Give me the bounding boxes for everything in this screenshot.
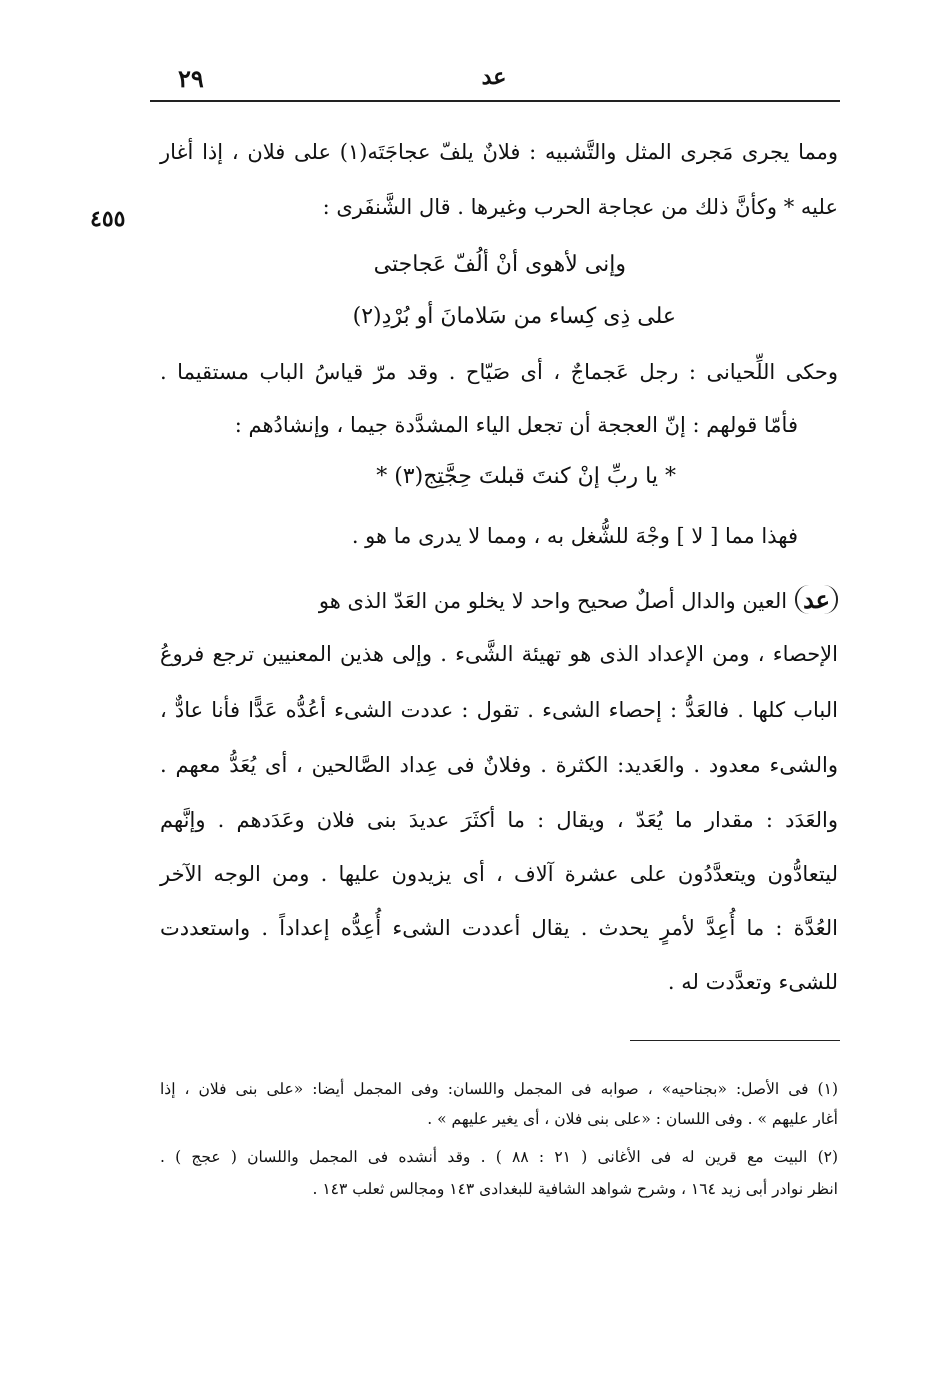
entry-line: للشىء وتعدَّدت له .: [667, 970, 838, 994]
header-rule: [150, 100, 840, 102]
verse-line: * يا ربِّ إنْ كنتَ قبلتَ حِجَّتِج(٣) *: [376, 464, 676, 489]
margin-number: ٤٥٥: [90, 206, 126, 232]
entry-line: الباب كلها . فالعَدُّ : إحصاء الشىء . تقول : عددت الشىء أعُدُّه عَدًّا فأنا عادٌّ ،: [160, 698, 838, 722]
verse-line: على ذِى كِساء من سَلامانَ أو بُرْدِ(٢): [352, 304, 676, 329]
text-line: ومما يجرى مَجرى المثل والتَّشبيه : فلانٌ يلفّ عجاجَتَه(١) على فلان ، إذا أغار: [160, 140, 839, 164]
footnote-line: أغار عليهم » . وفى اللسان : «على بنى فلان ، أى يغير عليهم » .: [427, 1110, 838, 1128]
page-number: ٢٩: [178, 64, 204, 93]
running-title: عد: [481, 64, 507, 90]
footnote-line: (١) فى الأصل: «بجناحيه» ، صوابه فى المجمل واللسان: وفى المجمل أيضا: «على بنى فلان ، إذا: [160, 1080, 838, 1098]
footnote-rule: [630, 1040, 840, 1041]
text-line: وحكى اللِّحيانى : رجل عَجماجٌ ، أى صَيّاح . وقد مرّ قياسُ الباب مستقيما .: [160, 360, 838, 384]
entry-line: والعَدَد : مقدار ما يُعَدّ ، ويقال : ما أكثَرَ عديدَ بنى فلان وعَدَدهم . وإنَّهم: [160, 808, 838, 832]
footnote-line: انظر نوادر أبى زيد ١٦٤ ، وشرح شواهد الشافية للبغدادى ١٤٣ ومجالس ثعلب ١٤٣ .: [312, 1180, 838, 1198]
entry-line: العُدَّة : ما أُعِدَّ لأمرٍ يحدث . يقال أعددت الشىء أُعِدُّه إعداداً . واستعددت: [160, 916, 838, 940]
footnote-line: (٢) البيت مع قرين له فى الأغانى ( ٢١ : ٨٨ ) . وقد أنشده فى المجمل واللسان ( عجج ) .: [160, 1148, 839, 1166]
entry-line: والشىء معدود . والعَديد: الكثرة . وفلانٌ فى عِداد الصَّالحين ، أى يُعَدُّ معهم .: [160, 753, 838, 777]
entry-line: الإحصاء ، ومن الإعداد الذى هو تهيئة الشَّىء . وإلى هذين المعنيين ترجع فروعُ: [160, 642, 838, 666]
verse-line: وإنى لأهوى أنْ ألُفّ عَجاجتى: [373, 252, 626, 277]
text-line: عليه * وكأنَّ ذلك من عجاجة الحرب وغيرها . قال الشَّنفَرى :: [322, 195, 838, 219]
entry-line: ليتعادُّون ويتعدَّدُون على عشرة آلاف ، أى يزيدون عليها . ومن الوجه الآخر: [160, 862, 838, 886]
entry-text: العين والدال أصلٌ صحيح واحد لا يخلو من العَدّ الذى هو: [318, 589, 788, 613]
text-line: فأمّا قولهم : إنّ العججة أن تجعل الياء المشدَّدة جيما ، وإنشادُهم :: [234, 413, 798, 437]
entry-headword: عد: [795, 585, 838, 614]
page-header: [150, 58, 838, 98]
entry-first-line: [160, 585, 838, 614]
text-line: فهذا مما [ لا ] وجْهَ للشُّغل به ، ومما لا يدرى ما هو .: [351, 524, 798, 548]
